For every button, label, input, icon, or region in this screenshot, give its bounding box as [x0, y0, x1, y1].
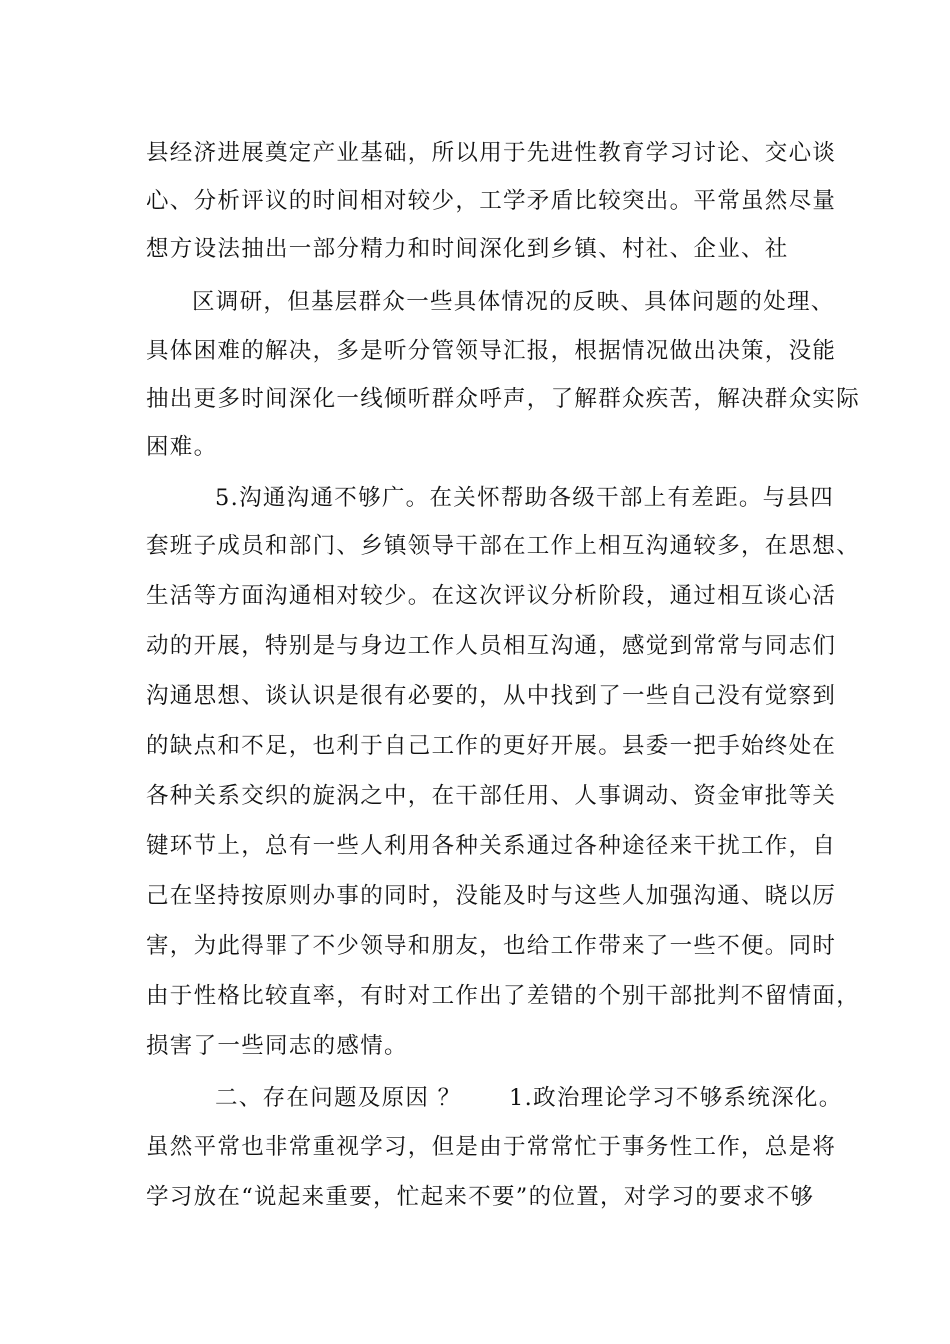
text-line: 键环节上，总有一些人利用各种关系通过各种途径来干扰工作，自 [146, 833, 837, 859]
text-line: 各种关系交织的旋涡之中，在干部任用、人事调动、资金审批等关 [146, 783, 837, 809]
text-line: 损害了一些同志的感情。 [146, 1033, 408, 1059]
text-line: 区调研，但基层群众一些具体情况的反映、具体问题的处理、 [192, 289, 835, 315]
text-line: 沟通思想、谈认识是很有必要的，从中找到了一些自己没有觉察到 [146, 683, 837, 709]
text-line: 害，为此得罪了不少领导和朋友，也给工作带来了一些不便。同时 [146, 933, 837, 959]
text-line: 由于性格比较直率，有时对工作出了差错的个别干部批判不留情面， [146, 983, 861, 1009]
text-line: 具体困难的解决，多是听分管领导汇报，根据情况做出决策，没能 [146, 338, 837, 364]
text-line: 想方设法抽出一部分精力和时间深化到乡镇、村社、企业、社 [146, 236, 789, 262]
text-line: 生活等方面沟通相对较少。在这次评议分析阶段，通过相互谈心活 [146, 583, 837, 609]
text-line: 二、存在问题及原因 ？ 1.政治理论学习不够系统深化。 [215, 1085, 843, 1111]
text-line: 抽出更多时间深化一线倾听群众呼声，了解群众疾苦，解决群众实际 [146, 386, 861, 412]
text-line: 虽然平常也非常重视学习，但是由于常常忙于事务性工作，总是将 [146, 1134, 837, 1160]
text-line: 县经济进展奠定产业基础，所以用于先进性教育学习讨论、交心谈 [146, 140, 837, 166]
text-line: 5.沟通沟通不够广。在关怀帮助各级干部上有差距。与县四 [215, 485, 835, 511]
text-line: 动的开展，特别是与身边工作人员相互沟通，感觉到常常与同志们 [146, 633, 837, 659]
text-line: 套班子成员和部门、乡镇领导干部在工作上相互沟通较多，在思想、 [146, 533, 861, 559]
text-line: 己在坚持按原则办事的同时，没能及时与这些人加强沟通、晓以厉 [146, 883, 837, 909]
text-line: 的缺点和不足，也利于自己工作的更好开展。县委一把手始终处在 [146, 733, 837, 759]
text-line: 心、分析评议的时间相对较少，工学矛盾比较突出。平常虽然尽量 [146, 188, 837, 214]
text-line: 学习放在“说起来重要，忙起来不要”的位置，对学习的要求不够 [146, 1184, 815, 1210]
text-line: 困难。 [146, 434, 218, 460]
